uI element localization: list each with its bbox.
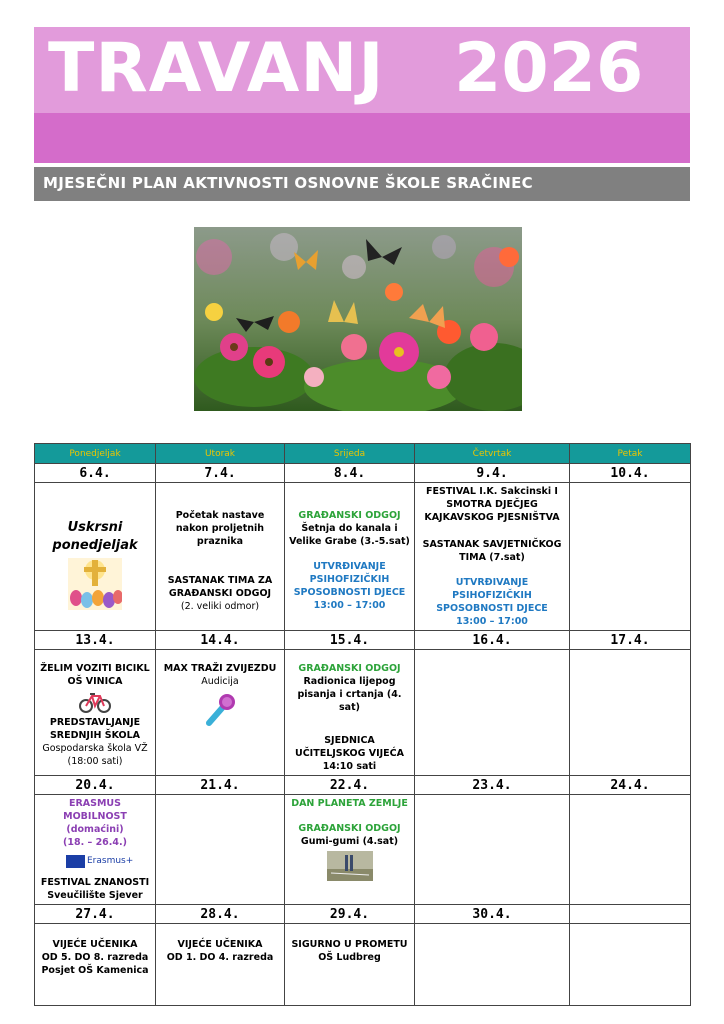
date-cell: 24.4. <box>570 776 691 795</box>
year-title: 2026 <box>454 29 644 108</box>
erasmus-logo-text: Erasmus+ <box>87 856 134 866</box>
activity-text: ŽELIM VOZITI BICIKL <box>40 663 150 674</box>
activity-cell <box>415 483 570 631</box>
date-cell: 8.4. <box>285 464 415 483</box>
weekday-header: Utorak <box>156 444 285 464</box>
activity-time: 13:00 – 17:00 <box>313 600 386 611</box>
activity-text: Gospodarska škola VŽ <box>42 743 148 754</box>
activity-text: SJEDNICA UČITELJSKOG VIJEĆA <box>295 735 404 759</box>
activity-cell <box>415 795 570 905</box>
activity-title: ERASMUS MOBILNOST <box>63 798 127 822</box>
activity-cell <box>156 924 285 1006</box>
activity-title: UTVRĐIVANJE PSIHOFIZIČKIH SPOSOBNOSTI DJECE <box>293 561 406 598</box>
easter-eggs-icon <box>38 558 152 610</box>
date-cell: 29.4. <box>285 905 415 924</box>
activity-text: (domaćini) <box>66 824 124 835</box>
activity-text: OŠ Ludbreg <box>318 952 381 963</box>
date-cell: 23.4. <box>415 776 570 795</box>
activity-text: OD 1. DO 4. razreda <box>166 952 274 963</box>
weekday-header: Petak <box>570 444 691 464</box>
activity-row <box>35 650 691 776</box>
activity-text: Početak nastave nakon proljetnih praznika <box>175 510 265 547</box>
activity-cell <box>570 483 691 631</box>
date-cell: 30.4. <box>415 905 570 924</box>
activity-cell <box>285 650 415 776</box>
activity-time: 13:00 – 17:00 <box>456 616 528 627</box>
calendar-table <box>34 443 691 1006</box>
activity-cell <box>35 483 156 631</box>
month-title: TRAVANJ <box>48 29 385 108</box>
activity-cell <box>570 795 691 905</box>
activity-text: Audicija <box>201 676 239 687</box>
jump-rope-photo <box>288 851 411 881</box>
activity-cell <box>570 924 691 1006</box>
activity-text: VIJEĆE UČENIKA <box>52 939 138 950</box>
date-row <box>35 464 691 483</box>
holiday-label: Uskrsni ponedjeljak <box>52 519 138 553</box>
activity-text: 14:10 sati <box>322 761 377 772</box>
date-cell: 15.4. <box>285 631 415 650</box>
date-cell: 9.4. <box>415 464 570 483</box>
activity-text: SIGURNO U PROMETU <box>291 939 408 950</box>
activity-title: GRAĐANSKI ODGOJ <box>298 663 401 674</box>
weekday-header: Četvrtak <box>415 444 570 464</box>
date-cell: 17.4. <box>570 631 691 650</box>
date-row <box>35 905 691 924</box>
activity-title: DAN PLANETA ZEMLJE <box>291 798 408 809</box>
activity-cell <box>35 795 156 905</box>
activity-cell <box>156 483 285 631</box>
activity-text: MAX TRAŽI ZVIJEZDU <box>163 663 277 674</box>
header-band <box>34 113 690 163</box>
date-cell: 10.4. <box>570 464 691 483</box>
activity-cell <box>285 924 415 1006</box>
date-cell: 21.4. <box>156 776 285 795</box>
activity-text: Sveučilište Sjever <box>47 890 143 901</box>
date-cell: 16.4. <box>415 631 570 650</box>
activity-cell <box>415 650 570 776</box>
subtitle-bar: MJESEČNI PLAN AKTIVNOSTI OSNOVNE ŠKOLE SRAČINEC <box>34 167 690 201</box>
date-cell <box>570 905 691 924</box>
butterflies-flowers-photo <box>194 227 522 411</box>
activity-text: Posjet OŠ Kamenica <box>41 965 149 976</box>
date-row <box>35 776 691 795</box>
activity-text: Šetnja do kanala i Velike Grabe (3.-5.sat) <box>289 523 410 547</box>
activity-cell <box>156 650 285 776</box>
activity-cell <box>156 795 285 905</box>
erasmus-logo <box>38 855 152 868</box>
weekday-header-row <box>35 444 691 464</box>
microphone-icon <box>159 691 281 727</box>
activity-cell <box>285 795 415 905</box>
date-cell: 7.4. <box>156 464 285 483</box>
weekday-header: Ponedjeljak <box>35 444 156 464</box>
activity-text: SASTANAK SAVJETNIČKOG TIMA (7.sat) <box>422 539 562 563</box>
activity-text: Gumi-gumi (4.sat) <box>300 836 399 847</box>
activity-title: GRAĐANSKI ODGOJ <box>298 510 401 521</box>
activity-cell <box>570 650 691 776</box>
header-banner <box>34 27 690 113</box>
date-row <box>35 631 691 650</box>
eu-flag-icon <box>66 855 85 868</box>
activity-text: (18. – 26.4.) <box>63 837 127 848</box>
activity-text: PREDSTAVLJANJE SREDNJIH ŠKOLA <box>49 717 141 741</box>
date-cell: 27.4. <box>35 905 156 924</box>
activity-title: GRAĐANSKI ODGOJ <box>298 823 401 834</box>
date-cell: 14.4. <box>156 631 285 650</box>
activity-text: FESTIVAL I.K. Sakcinski I SMOTRA DJEČJEG KAJKAVSKOG PJESNIŠTVA <box>424 486 560 523</box>
activity-text: Radionica lijepog pisanja i crtanja (4. sat) <box>297 676 402 713</box>
activity-text: OD 5. DO 8. razreda <box>41 952 149 963</box>
date-cell: 13.4. <box>35 631 156 650</box>
date-cell: 22.4. <box>285 776 415 795</box>
activity-title: UTVRĐIVANJE PSIHOFIZIČKIH SPOSOBNOSTI DJECE <box>436 577 548 614</box>
activity-cell <box>415 924 570 1006</box>
activity-text: (18:00 sati) <box>67 756 123 767</box>
activity-text: SASTANAK TIMA ZA GRAĐANSKI ODGOJ <box>167 575 273 599</box>
activity-cell <box>285 483 415 631</box>
activity-text: (2. veliki odmor) <box>180 601 260 612</box>
date-cell: 28.4. <box>156 905 285 924</box>
weekday-header: Srijeda <box>285 444 415 464</box>
activity-cell <box>35 924 156 1006</box>
activity-text: OŠ VINICA <box>67 676 123 687</box>
activity-text: VIJEĆE UČENIKA <box>177 939 263 950</box>
date-cell: 6.4. <box>35 464 156 483</box>
activity-row <box>35 924 691 1006</box>
bicycle-icon <box>38 691 152 713</box>
activity-text: FESTIVAL ZNANOSTI <box>40 877 150 888</box>
activity-cell <box>35 650 156 776</box>
activity-row <box>35 483 691 631</box>
date-cell: 20.4. <box>35 776 156 795</box>
activity-row <box>35 795 691 905</box>
